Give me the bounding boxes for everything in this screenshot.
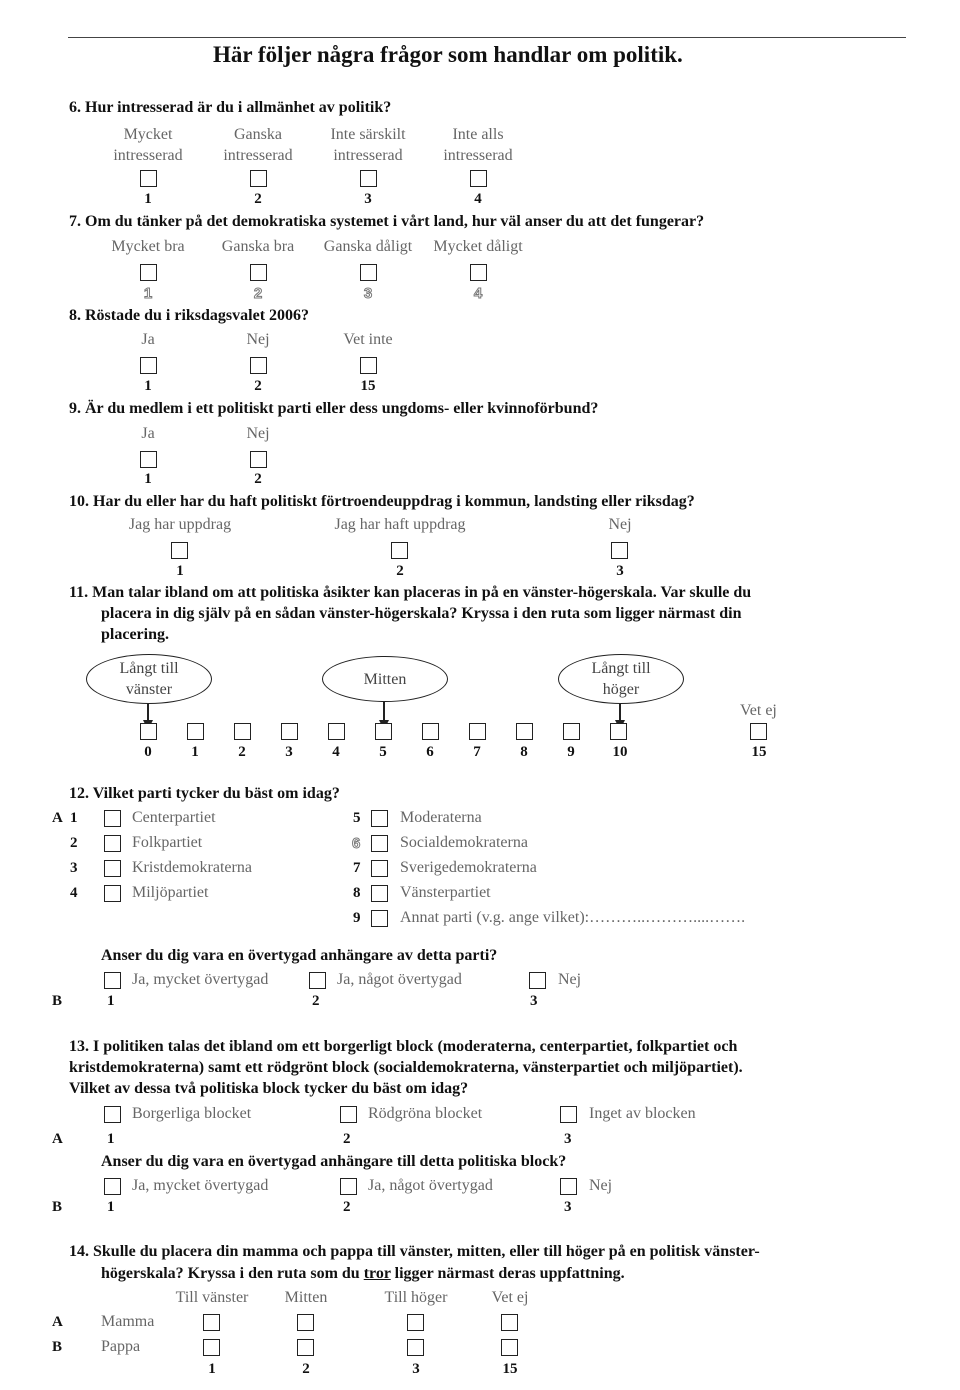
q8-code-3: 15: [360, 378, 376, 394]
q12b-option-2-label: Ja, något övertygad: [337, 971, 462, 988]
q14-row-letter: B: [52, 1339, 63, 1355]
q6-checkbox-3[interactable]: [360, 170, 377, 187]
q10-checkbox-3[interactable]: [611, 542, 628, 559]
q13b-code-3: 3: [564, 1199, 572, 1215]
q11-code-6: 6: [426, 744, 434, 760]
q12-party-code: 2: [70, 835, 78, 851]
q6-code-3: 3: [364, 191, 372, 207]
question-7: 7. Om du tänker på det demokratiska systemet i vårt land, hur väl anser du att det fungerar?: [69, 213, 705, 230]
middle-arrow-line: [383, 702, 385, 722]
q14-code-1: 1: [208, 1361, 216, 1377]
q6-code-4: 4: [474, 191, 482, 207]
q12-checkbox-miljopartiet[interactable]: [104, 885, 121, 902]
q12-party-code: 9: [353, 910, 361, 926]
q9-code-2: 2: [254, 471, 262, 487]
q9-checkbox-1[interactable]: [140, 451, 157, 468]
q12-party-code: 6: [352, 835, 361, 852]
q6-code-2: 2: [254, 191, 262, 207]
q9-option-2-label: Nej: [246, 425, 270, 442]
question-9: 9. Är du medlem i ett politiskt parti eller dess ungdoms- eller kvinnoförbund?: [69, 400, 599, 417]
q12b-code-2: 2: [312, 993, 320, 1009]
q12-checkbox-folkpartiet[interactable]: [104, 835, 121, 852]
q11-checkbox-10[interactable]: [610, 723, 627, 740]
q13b-checkbox-2[interactable]: [340, 1178, 357, 1195]
q13a-option-3-label: Inget av blocken: [589, 1105, 696, 1122]
q12-party-label: Sverigedemokraterna: [400, 859, 537, 876]
q12-party-label: Socialdemokraterna: [400, 834, 528, 851]
q7-option-1-label: Mycket bra: [111, 238, 185, 255]
q13a-checkbox-2[interactable]: [340, 1106, 357, 1123]
q7-code-3: 3: [363, 285, 373, 302]
q12-checkbox-kristdemokraterna[interactable]: [104, 860, 121, 877]
q14-code-3: 3: [412, 1361, 420, 1377]
q11-code-0: 0: [144, 744, 152, 760]
q8-option-3-label: Vet inte: [343, 331, 393, 348]
q14-pappa-checkbox-15[interactable]: [501, 1339, 518, 1356]
question-14-line-2: högerskala? Kryssa i den ruta som du tror ligger närmast deras uppfattning.: [101, 1265, 625, 1282]
q11-code-9: 9: [567, 744, 575, 760]
q14-pappa-checkbox-1[interactable]: [203, 1339, 220, 1356]
q10-option-2-label: Jag har haft uppdrag: [334, 516, 466, 533]
q10-code-1: 1: [176, 563, 184, 579]
q10-option-3-label: Nej: [608, 516, 632, 533]
q14-column-till-vanster: Till vänster: [175, 1289, 249, 1306]
q7-checkbox-2[interactable]: [250, 264, 267, 281]
q13a-option-2-label: Rödgröna blocket: [368, 1105, 483, 1122]
q11-code-2: 2: [238, 744, 246, 760]
q11-checkbox-2[interactable]: [234, 723, 251, 740]
question-13-line-2: kristdemokraterna) samt ett rödgrönt block (socialdemokraterna, vänsterpartiet och miljöpartiet).: [69, 1059, 743, 1076]
q11-code-7: 7: [473, 744, 481, 760]
q11-code-4: 4: [332, 744, 340, 760]
q14-row-label-pappa: Pappa: [101, 1338, 141, 1355]
q12-checkbox-sverigedemokraterna[interactable]: [371, 860, 388, 877]
q7-code-4: 4: [473, 285, 483, 302]
q12-party-label: Kristdemokraterna: [132, 859, 252, 876]
q8-code-1: 1: [144, 378, 152, 394]
q13b-option-1-label: Ja, mycket övertygad: [132, 1177, 269, 1194]
q12-checkbox-socialdemokraterna[interactable]: [371, 835, 388, 852]
q12-party-code: 8: [353, 885, 361, 901]
q14-pappa-checkbox-2[interactable]: [297, 1339, 314, 1356]
q12-party-code: 4: [70, 885, 78, 901]
scale-right-oval: Långt till höger: [558, 654, 684, 704]
q13a-option-1-label: Borgerliga blocket: [132, 1105, 252, 1122]
q14-pappa-checkbox-3[interactable]: [407, 1339, 424, 1356]
q14-column-till-hoger: Till höger: [384, 1289, 448, 1306]
question-11-line-2: placera in dig själv på en sådan vänster-högerskala? Kryssa i den ruta som ligger närmast din: [101, 605, 742, 622]
q12-checkbox-annat-parti[interactable]: [371, 910, 388, 927]
q7-checkbox-3[interactable]: [360, 264, 377, 281]
q12b-option-1-label: Ja, mycket övertygad: [132, 971, 269, 988]
q12-party-label: Moderaterna: [400, 809, 482, 826]
q14-row-label-mamma: Mamma: [101, 1313, 155, 1330]
q13b-option-3-label: Nej: [589, 1177, 613, 1194]
q12b-code-3: 3: [530, 993, 538, 1009]
q14-code-2: 2: [302, 1361, 310, 1377]
q12-party-code: 1: [70, 810, 78, 826]
q14-mamma-checkbox-2[interactable]: [297, 1314, 314, 1331]
q13b-option-2-label: Ja, något övertygad: [368, 1177, 493, 1194]
scale-middle-oval: Mitten: [322, 656, 448, 702]
q12-checkbox-moderaterna[interactable]: [371, 810, 388, 827]
q11-checkbox-9[interactable]: [563, 723, 580, 740]
q11-vet-ej-label: Vet ej: [740, 702, 777, 719]
q11-code-5: 5: [379, 744, 387, 760]
q8-checkbox-1[interactable]: [140, 357, 157, 374]
q11-code-1: 1: [191, 744, 199, 760]
q14-code-15: 15: [502, 1361, 518, 1377]
q8-option-2-label: Nej: [246, 331, 270, 348]
q12-party-label-other: Annat parti (v.g. ange vilket):………..………....…….: [400, 909, 746, 926]
q11-code-vet-ej: 15: [751, 744, 767, 760]
q12-party-label: Centerpartiet: [132, 809, 216, 826]
q13-part-a-letter: A: [52, 1131, 63, 1147]
q9-checkbox-2[interactable]: [250, 451, 267, 468]
q12-party-label: Miljöpartiet: [132, 884, 209, 901]
q13a-checkbox-1[interactable]: [104, 1106, 121, 1123]
page-title: Här följer några frågor som handlar om politik.: [213, 42, 683, 67]
q12-part-b-question: Anser du dig vara en övertygad anhängare av detta parti?: [101, 947, 498, 964]
q14-mamma-checkbox-15[interactable]: [501, 1314, 518, 1331]
scale-left-oval: Långt till vänster: [86, 654, 212, 704]
q11-checkbox-7[interactable]: [469, 723, 486, 740]
top-rule: [68, 37, 906, 38]
q12b-checkbox-3[interactable]: [529, 972, 546, 989]
q6-checkbox-4[interactable]: [470, 170, 487, 187]
q11-code-8: 8: [520, 744, 528, 760]
q7-option-3-label: Ganska dåligt: [323, 238, 413, 255]
q6-checkbox-1[interactable]: [140, 170, 157, 187]
q12-party-code: 5: [353, 810, 361, 826]
q10-checkbox-1[interactable]: [171, 542, 188, 559]
q7-checkbox-4[interactable]: [470, 264, 487, 281]
q13-part-b-letter: B: [52, 1199, 63, 1215]
q13b-checkbox-1[interactable]: [104, 1178, 121, 1195]
q11-code-10: 10: [612, 744, 628, 760]
q7-code-1: 1: [143, 285, 153, 302]
q11-checkbox-1[interactable]: [187, 723, 204, 740]
q10-option-1-label: Jag har uppdrag: [128, 516, 232, 533]
q8-option-1-label: Ja: [141, 331, 155, 348]
q13a-checkbox-3[interactable]: [560, 1106, 577, 1123]
q10-code-3: 3: [616, 563, 624, 579]
q12b-checkbox-1[interactable]: [104, 972, 121, 989]
q14-column-vet-ej: Vet ej: [491, 1289, 529, 1306]
q12-party-label: Folkpartiet: [132, 834, 203, 851]
q12-part-a-letter: A: [52, 810, 63, 826]
question-13-line-1: 13. I politiken talas det ibland om ett borgerligt block (moderaterna, centerpartiet, folkpartiet och: [69, 1038, 738, 1055]
q6-option-2-label: Ganska intresserad: [223, 126, 293, 164]
question-14-line-1: 14. Skulle du placera din mamma och pappa till vänster, mitten, eller till höger på en politisk vänster-: [69, 1243, 760, 1260]
q14-row-letter: A: [52, 1314, 63, 1330]
q12-party-code: 3: [70, 860, 78, 876]
q8-checkbox-2[interactable]: [250, 357, 267, 374]
q12b-checkbox-2[interactable]: [309, 972, 326, 989]
q14-column-mitten: Mitten: [284, 1289, 328, 1306]
q12-checkbox-vansterpartiet[interactable]: [371, 885, 388, 902]
q13a-code-2: 2: [343, 1131, 351, 1147]
q11-checkbox-5[interactable]: [375, 723, 392, 740]
q11-checkbox-3[interactable]: [281, 723, 298, 740]
q12-party-code: 7: [353, 860, 361, 876]
q6-option-1-label: Mycket intresserad: [113, 126, 183, 164]
question-10: 10. Har du eller har du haft politiskt förtroendeuppdrag i kommun, landsting eller riksdag?: [69, 493, 695, 510]
q6-option-3-label: Inte särskilt intresserad: [330, 126, 406, 164]
q12-checkbox-centerpartiet[interactable]: [104, 810, 121, 827]
q13b-checkbox-3[interactable]: [560, 1178, 577, 1195]
q9-option-1-label: Ja: [141, 425, 155, 442]
q12-party-label: Vänsterpartiet: [400, 884, 491, 901]
question-8: 8. Röstade du i riksdagsvalet 2006?: [69, 307, 310, 324]
q6-option-4-label: Inte alls intresserad: [443, 126, 513, 164]
q11-checkbox-0[interactable]: [140, 723, 157, 740]
q11-checkbox-vet-ej[interactable]: [750, 723, 767, 740]
q12b-code-1: 1: [107, 993, 115, 1009]
q10-checkbox-2[interactable]: [391, 542, 408, 559]
q9-code-1: 1: [144, 471, 152, 487]
q6-code-1: 1: [144, 191, 152, 207]
q12-part-b-letter: B: [52, 993, 63, 1009]
q11-checkbox-4[interactable]: [328, 723, 345, 740]
q6-checkbox-2[interactable]: [250, 170, 267, 187]
question-6: 6. Hur intresserad är du i allmänhet av politik?: [69, 99, 392, 116]
q8-checkbox-3[interactable]: [360, 357, 377, 374]
q7-code-2: 2: [253, 285, 263, 302]
question-13-line-3: Vilket av dessa två politiska block tycker du bäst om idag?: [69, 1080, 469, 1097]
q13-part-b-question: Anser du dig vara en övertygad anhängare till detta politiska block?: [101, 1153, 567, 1170]
q7-option-2-label: Ganska bra: [221, 238, 295, 255]
q7-checkbox-1[interactable]: [140, 264, 157, 281]
q14-mamma-checkbox-3[interactable]: [407, 1314, 424, 1331]
q7-option-4-label: Mycket dåligt: [433, 238, 523, 255]
question-11-line-3: placering.: [101, 626, 169, 643]
q13a-code-1: 1: [107, 1131, 115, 1147]
q10-code-2: 2: [396, 563, 404, 579]
q14-mamma-checkbox-1[interactable]: [203, 1314, 220, 1331]
q11-code-3: 3: [285, 744, 293, 760]
q8-code-2: 2: [254, 378, 262, 394]
q11-checkbox-8[interactable]: [516, 723, 533, 740]
question-11-line-1: 11. Man talar ibland om att politiska åsikter kan placeras in på en vänster-högerskala. Var skulle du: [69, 584, 752, 601]
q13a-code-3: 3: [564, 1131, 572, 1147]
q11-checkbox-6[interactable]: [422, 723, 439, 740]
question-12: 12. Vilket parti tycker du bäst om idag?: [69, 785, 340, 802]
q13b-code-2: 2: [343, 1199, 351, 1215]
q12b-option-3-label: Nej: [558, 971, 582, 988]
q13b-code-1: 1: [107, 1199, 115, 1215]
